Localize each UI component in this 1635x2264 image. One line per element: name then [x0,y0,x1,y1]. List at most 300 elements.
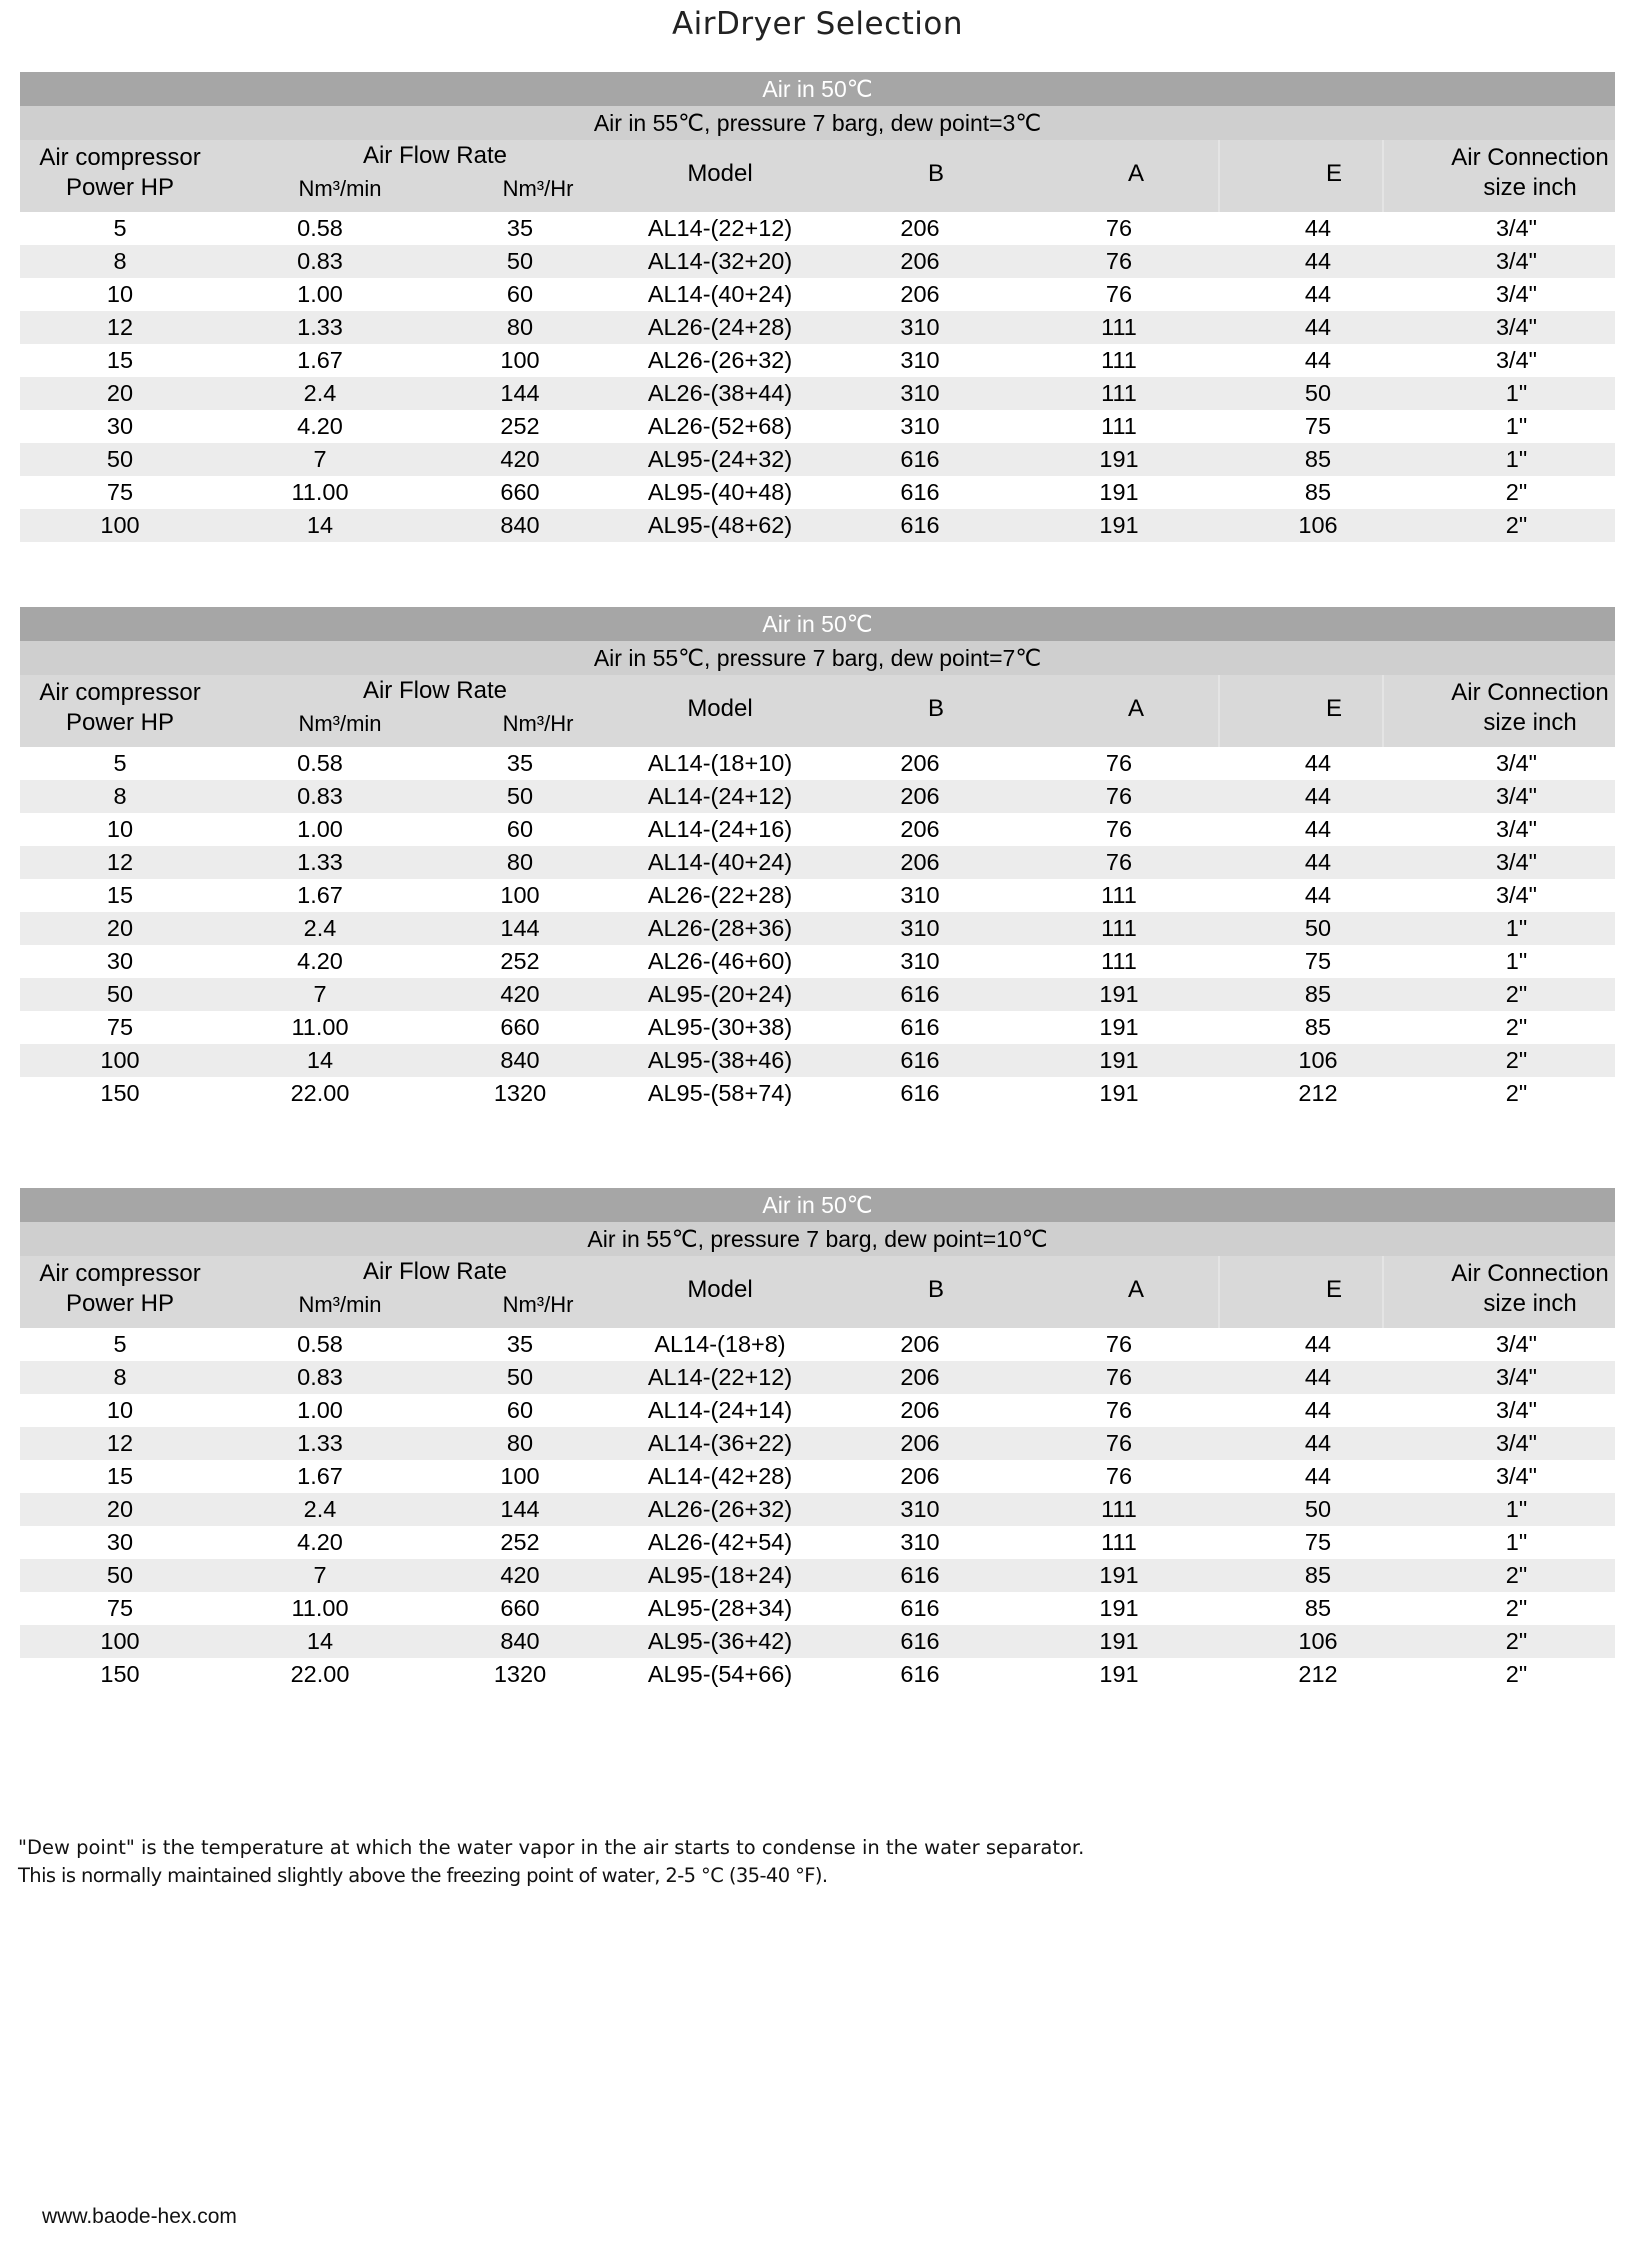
hp-cell: 8 [20,1361,220,1394]
e-cell: 44 [1218,1427,1418,1460]
model-cell: AL95-(40+48) [647,479,793,505]
header-model: Model [687,160,753,187]
flow-min-cell: 0.83 [220,245,420,278]
flow-min-cell: 2.4 [220,912,420,945]
table-row [20,846,1615,879]
a-cell: 111 [1020,311,1218,344]
e-cell: 75 [1304,948,1332,974]
e-cell: 44 [1218,780,1418,813]
b-cell: 616 [900,1595,940,1621]
header-a: A [1127,695,1144,722]
model-cell: AL95-(30+38) [647,1014,793,1040]
connection-cell: 2" [1505,1080,1528,1106]
connection-cell: 3/4" [1418,245,1615,278]
table-row [20,509,1615,542]
header-e: E [1325,695,1342,722]
header-b: B [927,1276,944,1303]
connection-cell: 3/4" [1495,882,1537,908]
table-row [20,1328,1615,1361]
hp-cell: 30 [106,948,134,974]
table-row [20,978,1615,1011]
b-cell: 310 [820,377,1020,410]
flow-hr-cell: 50 [420,780,620,813]
flow-hr-cell: 840 [420,1625,620,1658]
connection-cell: 3/4" [1418,311,1615,344]
table-row [20,1394,1615,1427]
model-cell: AL95-(58+74) [647,1080,793,1106]
hp-cell: 5 [113,1331,127,1357]
model-cell: AL14-(18+10) [647,750,793,776]
a-cell: 191 [1020,443,1218,476]
a-cell: 191 [1020,978,1218,1011]
header-hp-line1: Air compressor [39,1260,201,1287]
connection-cell: 3/4" [1495,347,1537,373]
hp-cell: 12 [20,846,220,879]
header-flow: Air Flow Rate [362,142,508,169]
flow-hr-cell: 35 [506,1331,534,1357]
a-cell: 191 [1099,479,1139,505]
a-cell: 111 [1020,912,1218,945]
b-cell: 616 [900,1014,940,1040]
flow-hr-cell: 60 [506,281,534,307]
table-row [20,945,1615,978]
flow-hr-cell: 252 [500,1529,540,1555]
data-table [20,747,1615,1110]
flow-hr-cell: 35 [506,750,534,776]
flow-min-cell: 0.58 [297,750,343,776]
b-cell: 616 [900,1661,940,1687]
b-cell: 616 [820,509,1020,542]
header-hp-line2: Power HP [65,709,175,736]
model-cell: AL95-(24+32) [620,443,820,476]
header-flow-hr: Nm³/Hr [502,176,574,201]
flow-min-cell: 11.00 [291,1014,349,1040]
selection-table-dew-3 [20,72,1615,542]
flow-hr-cell: 420 [420,443,620,476]
e-cell: 85 [1304,1014,1332,1040]
model-cell: AL14-(40+24) [647,281,793,307]
a-cell: 191 [1020,509,1218,542]
b-cell: 310 [900,882,940,908]
b-cell: 206 [820,780,1020,813]
hp-cell: 15 [106,1463,134,1489]
column-header-row [20,1256,1615,1328]
b-cell: 206 [900,1463,940,1489]
a-cell: 111 [1101,948,1137,974]
table-row [20,1361,1615,1394]
connection-cell: 2" [1505,1014,1528,1040]
a-cell: 191 [1099,1661,1139,1687]
flow-hr-cell: 252 [500,948,540,974]
table-row [20,879,1615,912]
hp-cell: 20 [20,1493,220,1526]
flow-min-cell: 4.20 [297,413,343,439]
flow-min-cell: 7 [220,978,420,1011]
b-cell: 206 [900,816,940,842]
flow-min-cell: 4.20 [297,1529,343,1555]
header-b: B [927,160,944,187]
connection-cell: 1" [1505,413,1528,439]
b-cell: 616 [820,1044,1020,1077]
e-cell: 106 [1218,509,1418,542]
note-line-2: This is normally maintained slightly above the freezing point of water, 2-5 °C (35-40 °F). [18,1864,828,1887]
website-footer: www.baode-hex.com [42,2205,237,2228]
model-cell: AL26-(52+68) [647,413,793,439]
table-row [20,410,1615,443]
e-cell: 44 [1304,1397,1332,1423]
e-cell: 44 [1304,281,1332,307]
header-flow: Air Flow Rate [362,1258,508,1285]
e-cell: 44 [1304,750,1332,776]
model-cell: AL95-(20+24) [620,978,820,1011]
e-cell: 44 [1218,846,1418,879]
table-row [20,1427,1615,1460]
model-cell: AL26-(28+36) [620,912,820,945]
header-flow: Air Flow Rate [362,677,508,704]
a-cell: 76 [1105,215,1133,241]
table-row [20,1011,1615,1044]
a-cell: 76 [1020,1361,1218,1394]
column-header-row [20,140,1615,212]
b-cell: 310 [900,948,940,974]
hp-cell: 50 [20,1559,220,1592]
model-cell: AL26-(38+44) [620,377,820,410]
hp-cell: 20 [20,912,220,945]
flow-min-cell: 1.00 [297,281,343,307]
e-cell: 44 [1304,1331,1332,1357]
e-cell: 85 [1304,1595,1332,1621]
e-cell: 75 [1304,1529,1332,1555]
b-cell: 310 [820,311,1020,344]
connection-cell: 1" [1418,377,1615,410]
hp-cell: 150 [100,1080,140,1106]
flow-hr-cell: 420 [420,978,620,1011]
flow-hr-cell: 100 [500,882,540,908]
model-cell: AL14-(24+14) [647,1397,793,1423]
e-cell: 50 [1218,1493,1418,1526]
header-a: A [1127,160,1144,187]
flow-min-cell: 0.83 [220,1361,420,1394]
flow-min-cell: 14 [220,509,420,542]
flow-min-cell: 1.33 [220,311,420,344]
flow-min-cell: 7 [220,443,420,476]
flow-min-cell: 1.67 [297,1463,343,1489]
hp-cell: 75 [106,479,134,505]
a-cell: 76 [1105,1397,1133,1423]
connection-cell: 1" [1418,1493,1615,1526]
header-hp-line1: Air compressor [39,679,201,706]
connection-cell: 3/4" [1495,816,1537,842]
flow-hr-cell: 60 [506,1397,534,1423]
b-cell: 616 [900,1080,940,1106]
hp-cell: 12 [20,311,220,344]
b-cell: 206 [820,245,1020,278]
model-cell: AL95-(48+62) [620,509,820,542]
connection-cell: 2" [1505,1661,1528,1687]
model-cell: AL14-(24+12) [620,780,820,813]
a-cell: 76 [1105,816,1133,842]
flow-hr-cell: 252 [500,413,540,439]
a-cell: 111 [1101,413,1137,439]
header-hp-line2: Power HP [65,174,175,201]
connection-cell: 3/4" [1418,780,1615,813]
air-in-band: Air in 50℃ [20,1188,1615,1222]
hp-cell: 100 [20,509,220,542]
data-table [20,212,1615,542]
flow-min-cell: 22.00 [290,1080,350,1106]
hp-cell: 30 [106,1529,134,1555]
table-row [20,1077,1615,1110]
e-cell: 44 [1218,311,1418,344]
hp-cell: 50 [20,443,220,476]
connection-cell: 3/4" [1418,1427,1615,1460]
air-in-band: Air in 50℃ [20,607,1615,641]
flow-hr-cell: 100 [500,1463,540,1489]
a-cell: 191 [1099,1080,1139,1106]
flow-hr-cell: 420 [420,1559,620,1592]
e-cell: 106 [1218,1625,1418,1658]
header-b: B [927,695,944,722]
table-row [20,780,1615,813]
a-cell: 76 [1105,1331,1133,1357]
model-cell: AL14-(40+24) [620,846,820,879]
table-row [20,476,1615,509]
connection-cell: 3/4" [1495,1397,1537,1423]
a-cell: 76 [1105,1463,1133,1489]
table-row [20,1526,1615,1559]
flow-hr-cell: 660 [500,479,540,505]
hp-cell: 5 [113,750,127,776]
flow-min-cell: 1.33 [220,846,420,879]
a-cell: 76 [1020,780,1218,813]
flow-hr-cell: 50 [420,245,620,278]
b-cell: 206 [900,281,940,307]
note-line-1: "Dew point" is the temperature at which the water vapor in the air starts to condense in the water separator. [18,1836,1085,1859]
conditions-band: Air in 55℃, pressure 7 barg, dew point=3℃ [20,106,1615,140]
flow-hr-cell: 840 [420,1044,620,1077]
e-cell: 44 [1304,882,1332,908]
flow-min-cell: 1.00 [297,1397,343,1423]
header-conn-line1: Air Connection [1451,1260,1609,1287]
a-cell: 76 [1020,846,1218,879]
b-cell: 310 [900,413,940,439]
model-cell: AL14-(24+16) [647,816,793,842]
hp-cell: 8 [20,245,220,278]
hp-cell: 50 [20,978,220,1011]
model-cell: AL95-(54+66) [647,1661,793,1687]
hp-cell: 10 [106,281,134,307]
flow-min-cell: 1.33 [220,1427,420,1460]
b-cell: 206 [820,1361,1020,1394]
table-row [20,747,1615,780]
model-cell: AL95-(28+34) [647,1595,793,1621]
a-cell: 76 [1105,750,1133,776]
flow-min-cell: 0.83 [220,780,420,813]
hp-cell: 5 [113,215,127,241]
table-row [20,344,1615,377]
header-conn-line2: size inch [1483,1290,1577,1317]
header-conn-line2: size inch [1483,709,1577,736]
a-cell: 111 [1020,377,1218,410]
hp-cell: 100 [20,1044,220,1077]
e-cell: 44 [1218,1361,1418,1394]
connection-cell: 2" [1505,479,1528,505]
flow-min-cell: 4.20 [297,948,343,974]
flow-min-cell: 1.67 [297,347,343,373]
model-cell: AL14-(42+28) [647,1463,793,1489]
flow-min-cell: 11.00 [291,1595,349,1621]
header-e: E [1325,1276,1342,1303]
header-model: Model [687,1276,753,1303]
model-cell: AL95-(18+24) [620,1559,820,1592]
column-header-row [20,675,1615,747]
e-cell: 50 [1218,377,1418,410]
e-cell: 212 [1298,1080,1338,1106]
a-cell: 191 [1099,1595,1139,1621]
model-cell: AL26-(42+54) [647,1529,793,1555]
connection-cell: 3/4" [1418,1361,1615,1394]
table-row [20,912,1615,945]
e-cell: 85 [1304,479,1332,505]
e-cell: 212 [1298,1661,1338,1687]
model-cell: AL14-(36+22) [620,1427,820,1460]
hp-cell: 15 [106,882,134,908]
model-cell: AL14-(18+8) [654,1331,786,1357]
flow-hr-cell: 60 [506,816,534,842]
model-cell: AL14-(22+12) [647,215,793,241]
header-flow-min: Nm³/min [298,176,382,201]
header-hp-line2: Power HP [65,1290,175,1317]
table-row [20,1460,1615,1493]
selection-table-dew-10 [20,1188,1615,1691]
header-hp-line1: Air compressor [39,144,201,171]
header-flow-hr: Nm³/Hr [502,711,574,736]
a-cell: 76 [1020,245,1218,278]
flow-hr-cell: 35 [506,215,534,241]
e-cell: 44 [1304,215,1332,241]
model-cell: AL95-(36+42) [620,1625,820,1658]
hp-cell: 75 [106,1595,134,1621]
b-cell: 310 [900,347,940,373]
e-cell: 44 [1304,347,1332,373]
header-flow-min: Nm³/min [298,1292,382,1317]
data-table [20,1328,1615,1691]
header-e: E [1325,160,1342,187]
table-row [20,443,1615,476]
hp-cell: 10 [106,1397,134,1423]
flow-hr-cell: 80 [420,846,620,879]
a-cell: 111 [1101,1529,1137,1555]
header-flow-min: Nm³/min [298,711,382,736]
hp-cell: 75 [106,1014,134,1040]
b-cell: 206 [900,1397,940,1423]
flow-hr-cell: 100 [500,347,540,373]
connection-cell: 3/4" [1495,750,1537,776]
flow-min-cell: 14 [220,1044,420,1077]
connection-cell: 2" [1418,1559,1615,1592]
connection-cell: 2" [1418,1044,1615,1077]
hp-cell: 100 [20,1625,220,1658]
page-title: AirDryer Selection [671,6,964,42]
connection-cell: 2" [1505,1595,1528,1621]
table-row [20,278,1615,311]
b-cell: 616 [820,978,1020,1011]
table-row [20,813,1615,846]
flow-min-cell: 11.00 [291,479,349,505]
flow-min-cell: 2.4 [220,377,420,410]
a-cell: 191 [1020,1625,1218,1658]
b-cell: 616 [820,1559,1020,1592]
flow-hr-cell: 144 [420,1493,620,1526]
a-cell: 191 [1099,1014,1139,1040]
connection-cell: 1" [1505,948,1528,974]
b-cell: 206 [820,846,1020,879]
hp-cell: 20 [20,377,220,410]
flow-min-cell: 1.67 [297,882,343,908]
model-cell: AL26-(24+28) [620,311,820,344]
table-row [20,1592,1615,1625]
flow-hr-cell: 840 [420,509,620,542]
e-cell: 44 [1218,245,1418,278]
flow-hr-cell: 50 [420,1361,620,1394]
connection-cell: 3/4" [1495,1463,1537,1489]
e-cell: 85 [1218,443,1418,476]
e-cell: 44 [1304,816,1332,842]
table-row [20,377,1615,410]
connection-cell: 2" [1418,1625,1615,1658]
hp-cell: 10 [106,816,134,842]
flow-hr-cell: 1320 [493,1661,547,1687]
flow-hr-cell: 144 [420,377,620,410]
flow-hr-cell: 660 [500,1595,540,1621]
hp-cell: 30 [106,413,134,439]
conditions-band: Air in 55℃, pressure 7 barg, dew point=7℃ [20,641,1615,675]
flow-hr-cell: 80 [420,311,620,344]
flow-hr-cell: 144 [420,912,620,945]
header-a: A [1127,1276,1144,1303]
header-conn-line2: size inch [1483,174,1577,201]
model-cell: AL26-(26+32) [620,1493,820,1526]
b-cell: 616 [900,479,940,505]
connection-cell: 1" [1505,1529,1528,1555]
a-cell: 111 [1101,882,1137,908]
model-cell: AL26-(46+60) [647,948,793,974]
table-row [20,311,1615,344]
a-cell: 191 [1020,1559,1218,1592]
air-in-band: Air in 50℃ [20,72,1615,106]
b-cell: 206 [900,215,940,241]
e-cell: 75 [1304,413,1332,439]
hp-cell: 15 [106,347,134,373]
connection-cell: 2" [1418,509,1615,542]
flow-min-cell: 22.00 [290,1661,350,1687]
flow-min-cell: 14 [220,1625,420,1658]
conditions-band: Air in 55℃, pressure 7 barg, dew point=10℃ [20,1222,1615,1256]
table-row [20,1658,1615,1691]
connection-cell: 2" [1418,978,1615,1011]
connection-cell: 1" [1418,443,1615,476]
table-row [20,245,1615,278]
e-cell: 106 [1218,1044,1418,1077]
flow-hr-cell: 660 [500,1014,540,1040]
flow-min-cell: 0.58 [297,215,343,241]
model-cell: AL95-(38+46) [620,1044,820,1077]
hp-cell: 12 [20,1427,220,1460]
model-cell: AL14-(22+12) [620,1361,820,1394]
header-conn-line1: Air Connection [1451,144,1609,171]
table-row [20,1559,1615,1592]
flow-hr-cell: 80 [420,1427,620,1460]
